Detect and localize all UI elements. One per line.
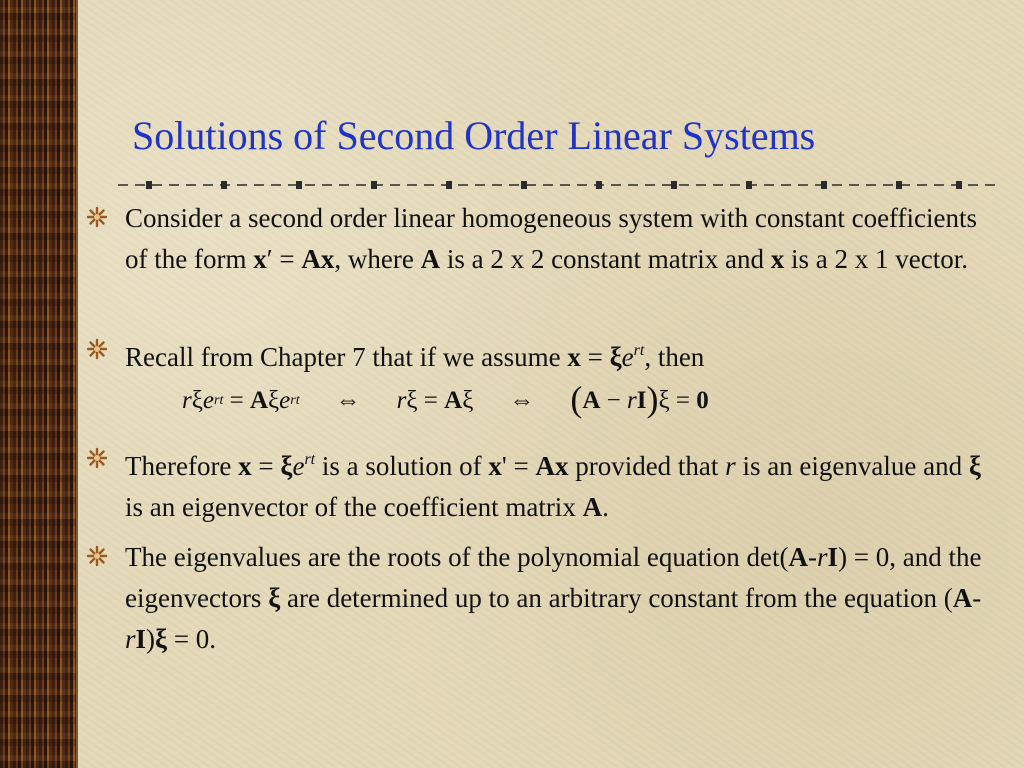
eq-matrix-a: A xyxy=(444,387,463,414)
star-bullet-icon xyxy=(86,545,108,567)
bullet-text-part: rt xyxy=(633,342,645,359)
eq-e: e xyxy=(202,387,214,414)
bullet-text-part: is an eigenvector of the coefficient matrix xyxy=(125,492,583,522)
eq-r: r xyxy=(627,387,637,414)
bullet-text-part: A xyxy=(582,492,603,522)
bullet-text-part: x xyxy=(488,451,502,481)
bullet-text-part: is a 2 x 1 vector. xyxy=(784,244,968,274)
eq-matrix-a: A xyxy=(249,387,269,414)
bullet-text xyxy=(125,542,982,654)
bullet-text-part: r xyxy=(725,451,736,481)
bullet-text-part: I xyxy=(827,542,839,572)
bullet-item xyxy=(86,537,986,660)
bullet-text-part: , then xyxy=(644,342,705,372)
star-bullet-icon xyxy=(86,206,108,228)
eq-xi: ξ xyxy=(268,387,280,414)
bullet-text-part: , where xyxy=(334,244,421,274)
eq-exponent: rt xyxy=(290,393,300,408)
decorative-side-strip xyxy=(0,0,76,768)
strip-edge xyxy=(76,0,78,768)
bullet-text-part: provided that xyxy=(568,451,726,481)
eq-exponent: rt xyxy=(214,393,224,408)
bullet-text-part: ξ xyxy=(968,451,981,481)
star-bullet-icon xyxy=(86,447,108,469)
bullet-text-part: A xyxy=(420,244,441,274)
eq-paren-close: ) xyxy=(646,379,659,419)
bullet-text-part: ) = 0, and the eigenvectors xyxy=(125,542,982,613)
bullet-text-part: e xyxy=(292,451,305,481)
eq-equals: = xyxy=(223,387,250,414)
title-divider xyxy=(118,178,996,192)
eq-e: e xyxy=(279,387,291,414)
eq-iff-symbol: ⇔ xyxy=(335,387,361,414)
bullet-text-part: Consider a second order linear homogeneous system with constant coefficients of the form xyxy=(125,203,978,274)
bullet-text xyxy=(125,451,981,522)
bullet-text-part: x xyxy=(567,342,581,372)
eq-xi: ξ xyxy=(191,387,203,414)
bullet-text-part: I xyxy=(135,624,147,654)
bullet-item xyxy=(86,198,986,321)
bullet-text-part: Recall from Chapter 7 that if we assume xyxy=(125,342,568,372)
bullet-text-part: . xyxy=(602,492,609,522)
bullet-text-part: ξ xyxy=(268,583,281,613)
bullet-text-part: is a solution of xyxy=(315,451,489,481)
eq-equals: = xyxy=(417,387,445,414)
bullet-text-part: = xyxy=(580,342,610,372)
eq-paren-open: ( xyxy=(570,379,583,419)
bullet-text-part: Ax xyxy=(301,244,335,274)
bullet-text-part: x xyxy=(770,244,785,274)
bullet-text-part: e xyxy=(621,342,634,372)
bullet-text-part: is a 2 x 2 constant matrix and xyxy=(440,244,771,274)
eq-r: r xyxy=(182,387,192,414)
eq-xi: ξ xyxy=(658,387,670,414)
bullet-text-part: = 0. xyxy=(167,624,217,654)
bullet-text-part: ξ xyxy=(155,624,168,654)
eq-identity-i: I xyxy=(636,387,647,414)
bullet-text-part: = xyxy=(251,451,281,481)
bullet-text-part: x xyxy=(238,451,252,481)
slide-title: Solutions of Second Order Linear Systems xyxy=(132,113,816,158)
bullet-text-part: The eigenvalues are the roots of the polynomial equation det( xyxy=(125,542,789,572)
bullet-text xyxy=(125,342,704,372)
bullet-text-part: ξ xyxy=(280,451,293,481)
bullet-list xyxy=(86,198,986,660)
bullet-text-part: Therefore xyxy=(125,451,239,481)
bullet-text-part: ′ = xyxy=(266,244,302,274)
eq-xi: ξ xyxy=(462,387,474,414)
bullet-text-part: A xyxy=(952,583,973,613)
star-bullet-icon xyxy=(86,338,108,360)
eq-equals: = xyxy=(669,387,697,414)
bullet-text-part: x xyxy=(253,244,267,274)
bullet-text-part: A xyxy=(788,542,809,572)
eq-r: r xyxy=(396,387,407,414)
bullet-text-part: ' = xyxy=(501,451,536,481)
bullet-text-part: r xyxy=(817,542,828,572)
eq-zero-vector: 0 xyxy=(696,387,709,414)
bullet-text-part: - xyxy=(808,542,818,572)
eq-xi: ξ xyxy=(406,387,418,414)
bullet-text xyxy=(125,203,977,274)
bullet-text-part: r xyxy=(125,624,136,654)
bullet-text-part: ) xyxy=(146,624,156,654)
bullet-item xyxy=(86,439,986,528)
bullet-text-part: rt xyxy=(304,451,316,468)
eigen-equation xyxy=(182,378,709,424)
eq-matrix-a: A xyxy=(582,387,601,414)
bullet-text-part: Ax xyxy=(535,451,569,481)
eq-minus: − xyxy=(600,387,628,414)
bullet-text-part: are determined up to an arbitrary constant from the equation ( xyxy=(280,583,953,613)
bullet-text-part: is an eigenvalue and xyxy=(735,451,969,481)
eq-iff-symbol: ⇔ xyxy=(509,387,535,414)
bullet-text-part: ξ xyxy=(609,342,622,372)
bullet-text-part: - xyxy=(972,583,982,613)
